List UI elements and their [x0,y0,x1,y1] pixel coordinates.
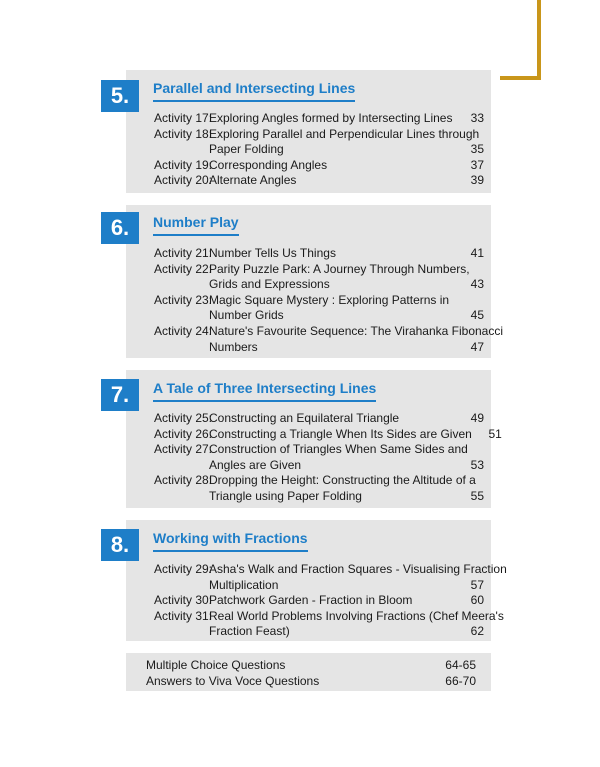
corner-decoration-horizontal [500,76,541,80]
activity-label: Activity 26: [154,426,213,441]
activity-row[interactable] [154,324,504,340]
section-title-underline [153,400,376,402]
activity-row[interactable] [154,562,507,578]
footer-mcq-page: 64-65 [445,658,476,672]
activity-title: Dropping the Height: Constructing the Altitude of a [209,473,476,488]
activity-row[interactable] [154,277,484,293]
section-title-underline [153,100,355,102]
activity-row[interactable] [154,158,484,174]
section-title-text: Working with Fractions [153,530,308,546]
activity-row[interactable] [154,111,484,127]
section-title-text: A Tale of Three Intersecting Lines [153,380,377,396]
section-title-text: Number Play [153,214,239,230]
activity-row[interactable] [154,293,484,309]
activity-page-number [476,473,506,489]
activity-page-number: 60 [470,593,484,608]
activity-row[interactable] [154,608,504,625]
activity-page-number: 57 [470,577,484,592]
activity-page-number: 41 [470,246,484,260]
activity-title: Numbers [209,339,258,354]
activity-page-number [507,562,537,578]
activity-label: Activity 28: [154,473,213,488]
activity-title: Magic Square Mystery : Exploring Patterns in [209,292,450,307]
activity-title: Paper Folding [209,142,284,157]
activity-label: Activity 20: [154,173,213,188]
activity-row[interactable] [154,458,484,474]
activity-title: Multiplication [209,577,279,592]
activity-page-number: 53 [470,457,484,472]
activity-page-number [479,127,509,143]
activity-row[interactable] [154,411,484,427]
activity-page-number [504,609,534,625]
activity-page-number [468,442,498,458]
section-title[interactable] [153,80,355,102]
activity-title: Number Tells Us Things [209,246,336,260]
section-number-badge: 7. [101,379,139,411]
footer-viva-label: Answers to Viva Voce Questions [146,674,320,688]
activity-label: Activity 31: [154,608,213,623]
activity-title: Grids and Expressions [209,277,330,292]
activity-page-number: 43 [470,277,484,292]
activity-title: Exploring Parallel and Perpendicular Lines through [209,126,480,141]
activity-title: Constructing an Equilateral Triangle [209,411,400,425]
activity-title: Parity Puzzle Park: A Journey Through Numbers, [209,261,470,276]
activity-title: Fraction Feast) [209,624,290,639]
activity-page-number [454,293,484,309]
activity-page-number: 37 [470,157,484,172]
section-title-text: Parallel and Intersecting Lines [153,80,356,96]
activity-label: Activity 23: [154,292,213,307]
footer-row-mcq[interactable] [146,658,476,674]
activity-row[interactable] [154,340,484,356]
activity-page-number [470,262,500,278]
activity-page-number: 47 [470,339,484,354]
activity-title: Triangle using Paper Folding [209,489,362,503]
activity-row[interactable] [154,308,484,324]
activity-label: Activity 24: [154,324,213,338]
section-title[interactable] [153,214,239,236]
activity-row[interactable] [154,127,484,143]
activity-row[interactable] [154,578,484,594]
activity-page-number: 45 [470,308,484,323]
activity-label: Activity 21: [154,246,213,260]
activity-title: Corresponding Angles [209,157,328,172]
activity-label: Activity 17: [154,111,213,125]
activity-row[interactable] [154,489,484,505]
activity-row[interactable] [154,593,484,609]
activity-title: Nature's Favourite Sequence: The Virahanka Fibonacci [209,324,504,338]
section-title-underline [153,550,308,552]
activity-title: Alternate Angles [209,173,297,188]
activity-title: Asha's Walk and Fraction Squares - Visualising Fraction [209,562,507,576]
section-number-badge: 6. [101,212,139,244]
activity-row[interactable] [154,426,502,443]
activity-page-number: 55 [470,489,484,503]
footer-mcq-label: Multiple Choice Questions [146,658,286,672]
activity-row[interactable] [154,442,484,458]
section-number-badge: 5. [101,80,139,112]
activity-title: Constructing a Triangle When Its Sides are Given [209,426,472,441]
activity-label: Activity 25: [154,411,213,425]
corner-decoration-vertical [537,0,541,80]
activity-row[interactable] [154,473,484,489]
activity-page-number: 49 [470,411,484,425]
activity-row[interactable] [154,262,484,278]
activity-label: Activity 22: [154,261,213,276]
activity-label: Activity 18: [154,126,213,141]
activity-label: Activity 27: [154,442,213,457]
activity-title: Exploring Angles formed by Intersecting Lines [209,111,453,125]
activity-row[interactable] [154,246,484,262]
activity-label: Activity 29: [154,562,213,576]
activity-label: Activity 19: [154,157,213,172]
activity-row[interactable] [154,624,484,640]
activity-page-number [503,324,533,340]
activity-title: Construction of Triangles When Same Sides and [209,442,468,457]
activity-title: Patchwork Garden - Fraction in Bloom [209,593,413,608]
activity-title: Number Grids [209,308,284,323]
section-title[interactable] [153,380,376,402]
activity-title: Real World Problems Involving Fractions (Chef Meera's [209,608,504,623]
activity-label: Activity 30: [154,593,213,608]
section-number-badge: 8. [101,529,139,561]
activity-page-number: 33 [470,111,484,125]
activity-title: Angles are Given [209,457,302,472]
activity-page-number: 39 [470,173,484,188]
activity-row[interactable] [154,173,484,189]
activity-page-number: 51 [488,426,502,441]
footer-viva-page: 66-70 [445,674,476,688]
activity-row[interactable] [154,142,484,158]
section-title-underline [153,234,239,236]
section-title[interactable] [153,530,308,552]
footer-row-viva[interactable] [146,674,476,690]
activity-page-number: 35 [470,142,484,157]
activity-page-number: 62 [470,624,484,639]
